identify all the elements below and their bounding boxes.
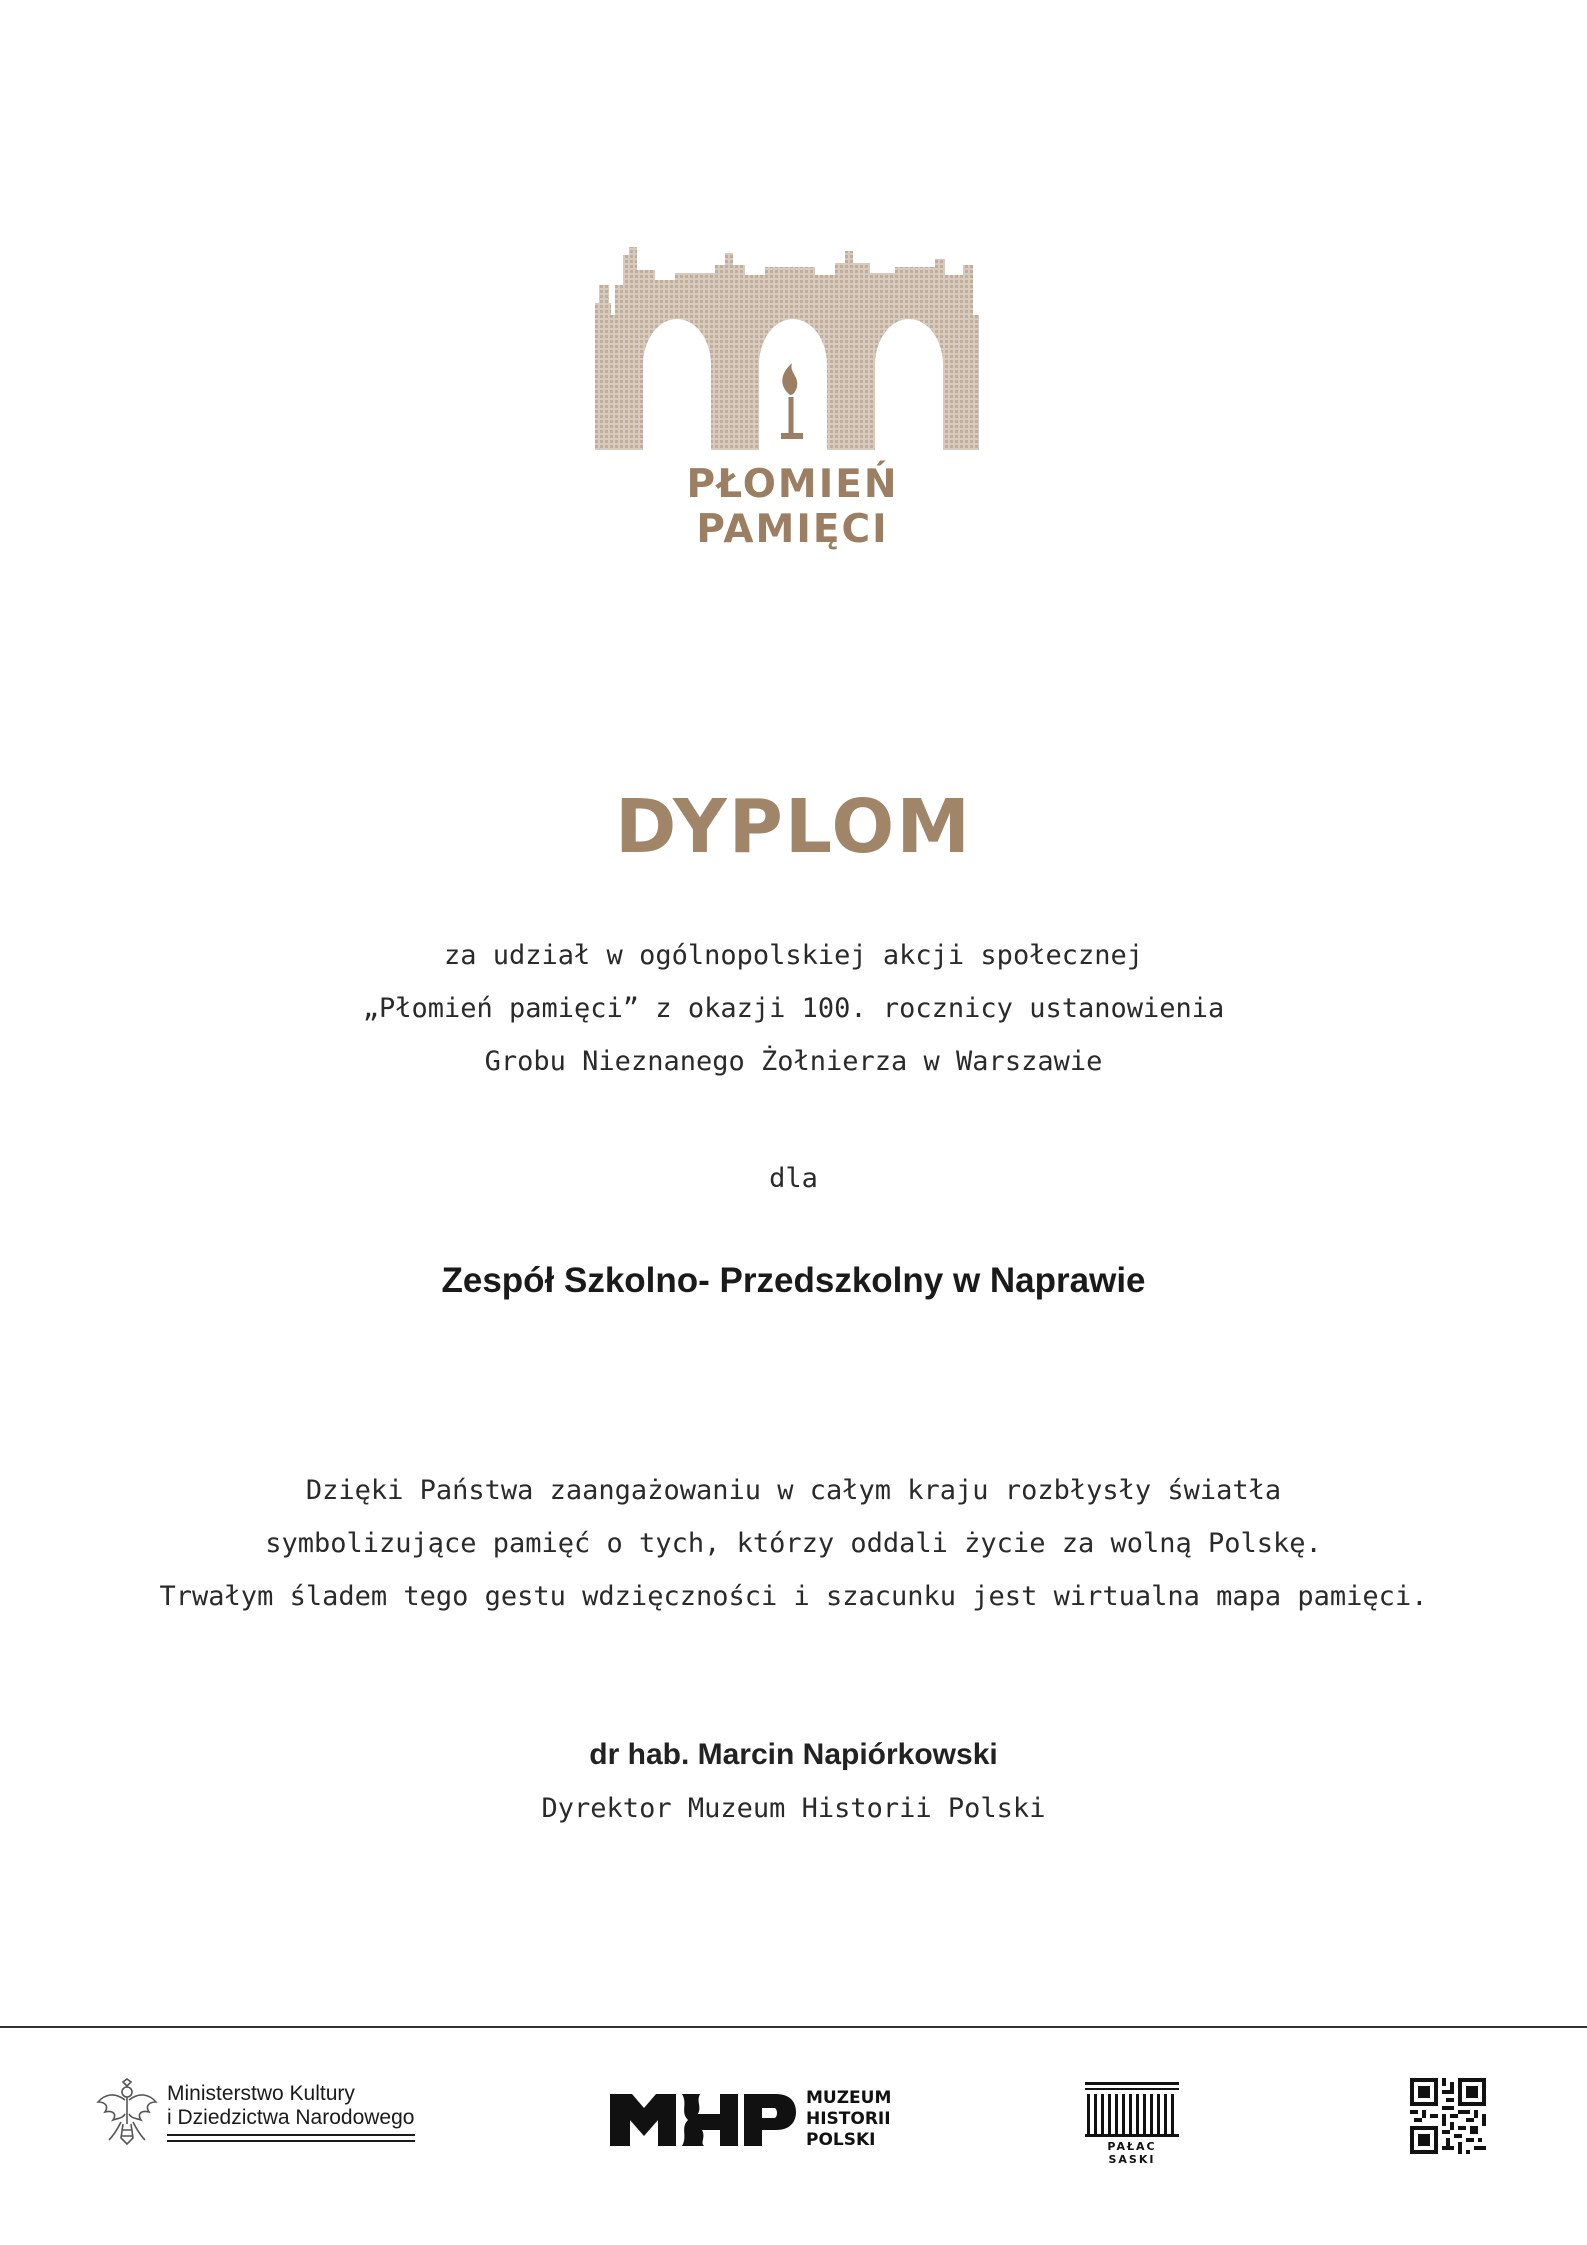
- footer-divider: [0, 2026, 1587, 2028]
- polish-eagle-icon: [95, 2078, 159, 2148]
- ministry-rule-2: [167, 2140, 415, 2142]
- colonnade-icon: [1085, 2082, 1179, 2138]
- diploma-title: DYPLOM: [615, 784, 972, 870]
- museum-line-3: POLSKI: [806, 2130, 876, 2150]
- intro-line-1: za udział w ogólnopolskiej akcji społecznej: [444, 940, 1143, 971]
- intro-line-2: „Płomień pamięci” z okazji 100. rocznicy ustanowienia: [362, 993, 1225, 1024]
- ministry-line-1: Ministerstwo Kultury: [167, 2082, 355, 2105]
- logo-wordmark: PŁOMIEŃ PAMIĘCI: [686, 462, 899, 552]
- museum-line-2: HISTORII: [806, 2109, 891, 2129]
- ministry-rule-1: [167, 2134, 415, 2136]
- signer-name: dr hab. Marcin Napiórkowski: [589, 1738, 998, 1771]
- muzeum-historii-polski-logo: [610, 2088, 910, 2152]
- tomb-arches-icon: [595, 245, 990, 455]
- for-label: dla: [769, 1163, 818, 1194]
- intro-line-3: Grobu Nieznanego Żołnierza w Warszawie: [484, 1046, 1103, 1077]
- recipient-name: Zespół Szkolno- Przedszkolny w Naprawie: [441, 1261, 1146, 1300]
- ministry-line-2: i Dziedzictwa Narodowego: [167, 2106, 415, 2129]
- message-line-2: symbolizujące pamięć o tych, którzy oddali życie za wolną Polskę.: [265, 1528, 1322, 1559]
- message-line-3: Trwałym śladem tego gestu wdzięczności i szacunku jest wirtualna mapa pamięci.: [159, 1581, 1428, 1612]
- palac-saski-logo: [1085, 2082, 1185, 2166]
- message-line-1: Dzięki Państwa zaangażowaniu w całym kraju rozbłysły światła: [305, 1475, 1282, 1506]
- qr-code-icon: [1410, 2078, 1486, 2154]
- mhp-monogram-icon: [610, 2092, 796, 2148]
- museum-name: [806, 2088, 891, 2151]
- qr-code-graphic: [1410, 2078, 1486, 2154]
- museum-line-1: MUZEUM: [806, 2088, 892, 2108]
- ministry-name: [167, 2082, 414, 2130]
- ministry-logo: [95, 2078, 440, 2148]
- palace-label: PAŁAC SASKI: [1107, 2140, 1157, 2166]
- signer-role: Dyrektor Muzeum Historii Polski: [541, 1793, 1046, 1824]
